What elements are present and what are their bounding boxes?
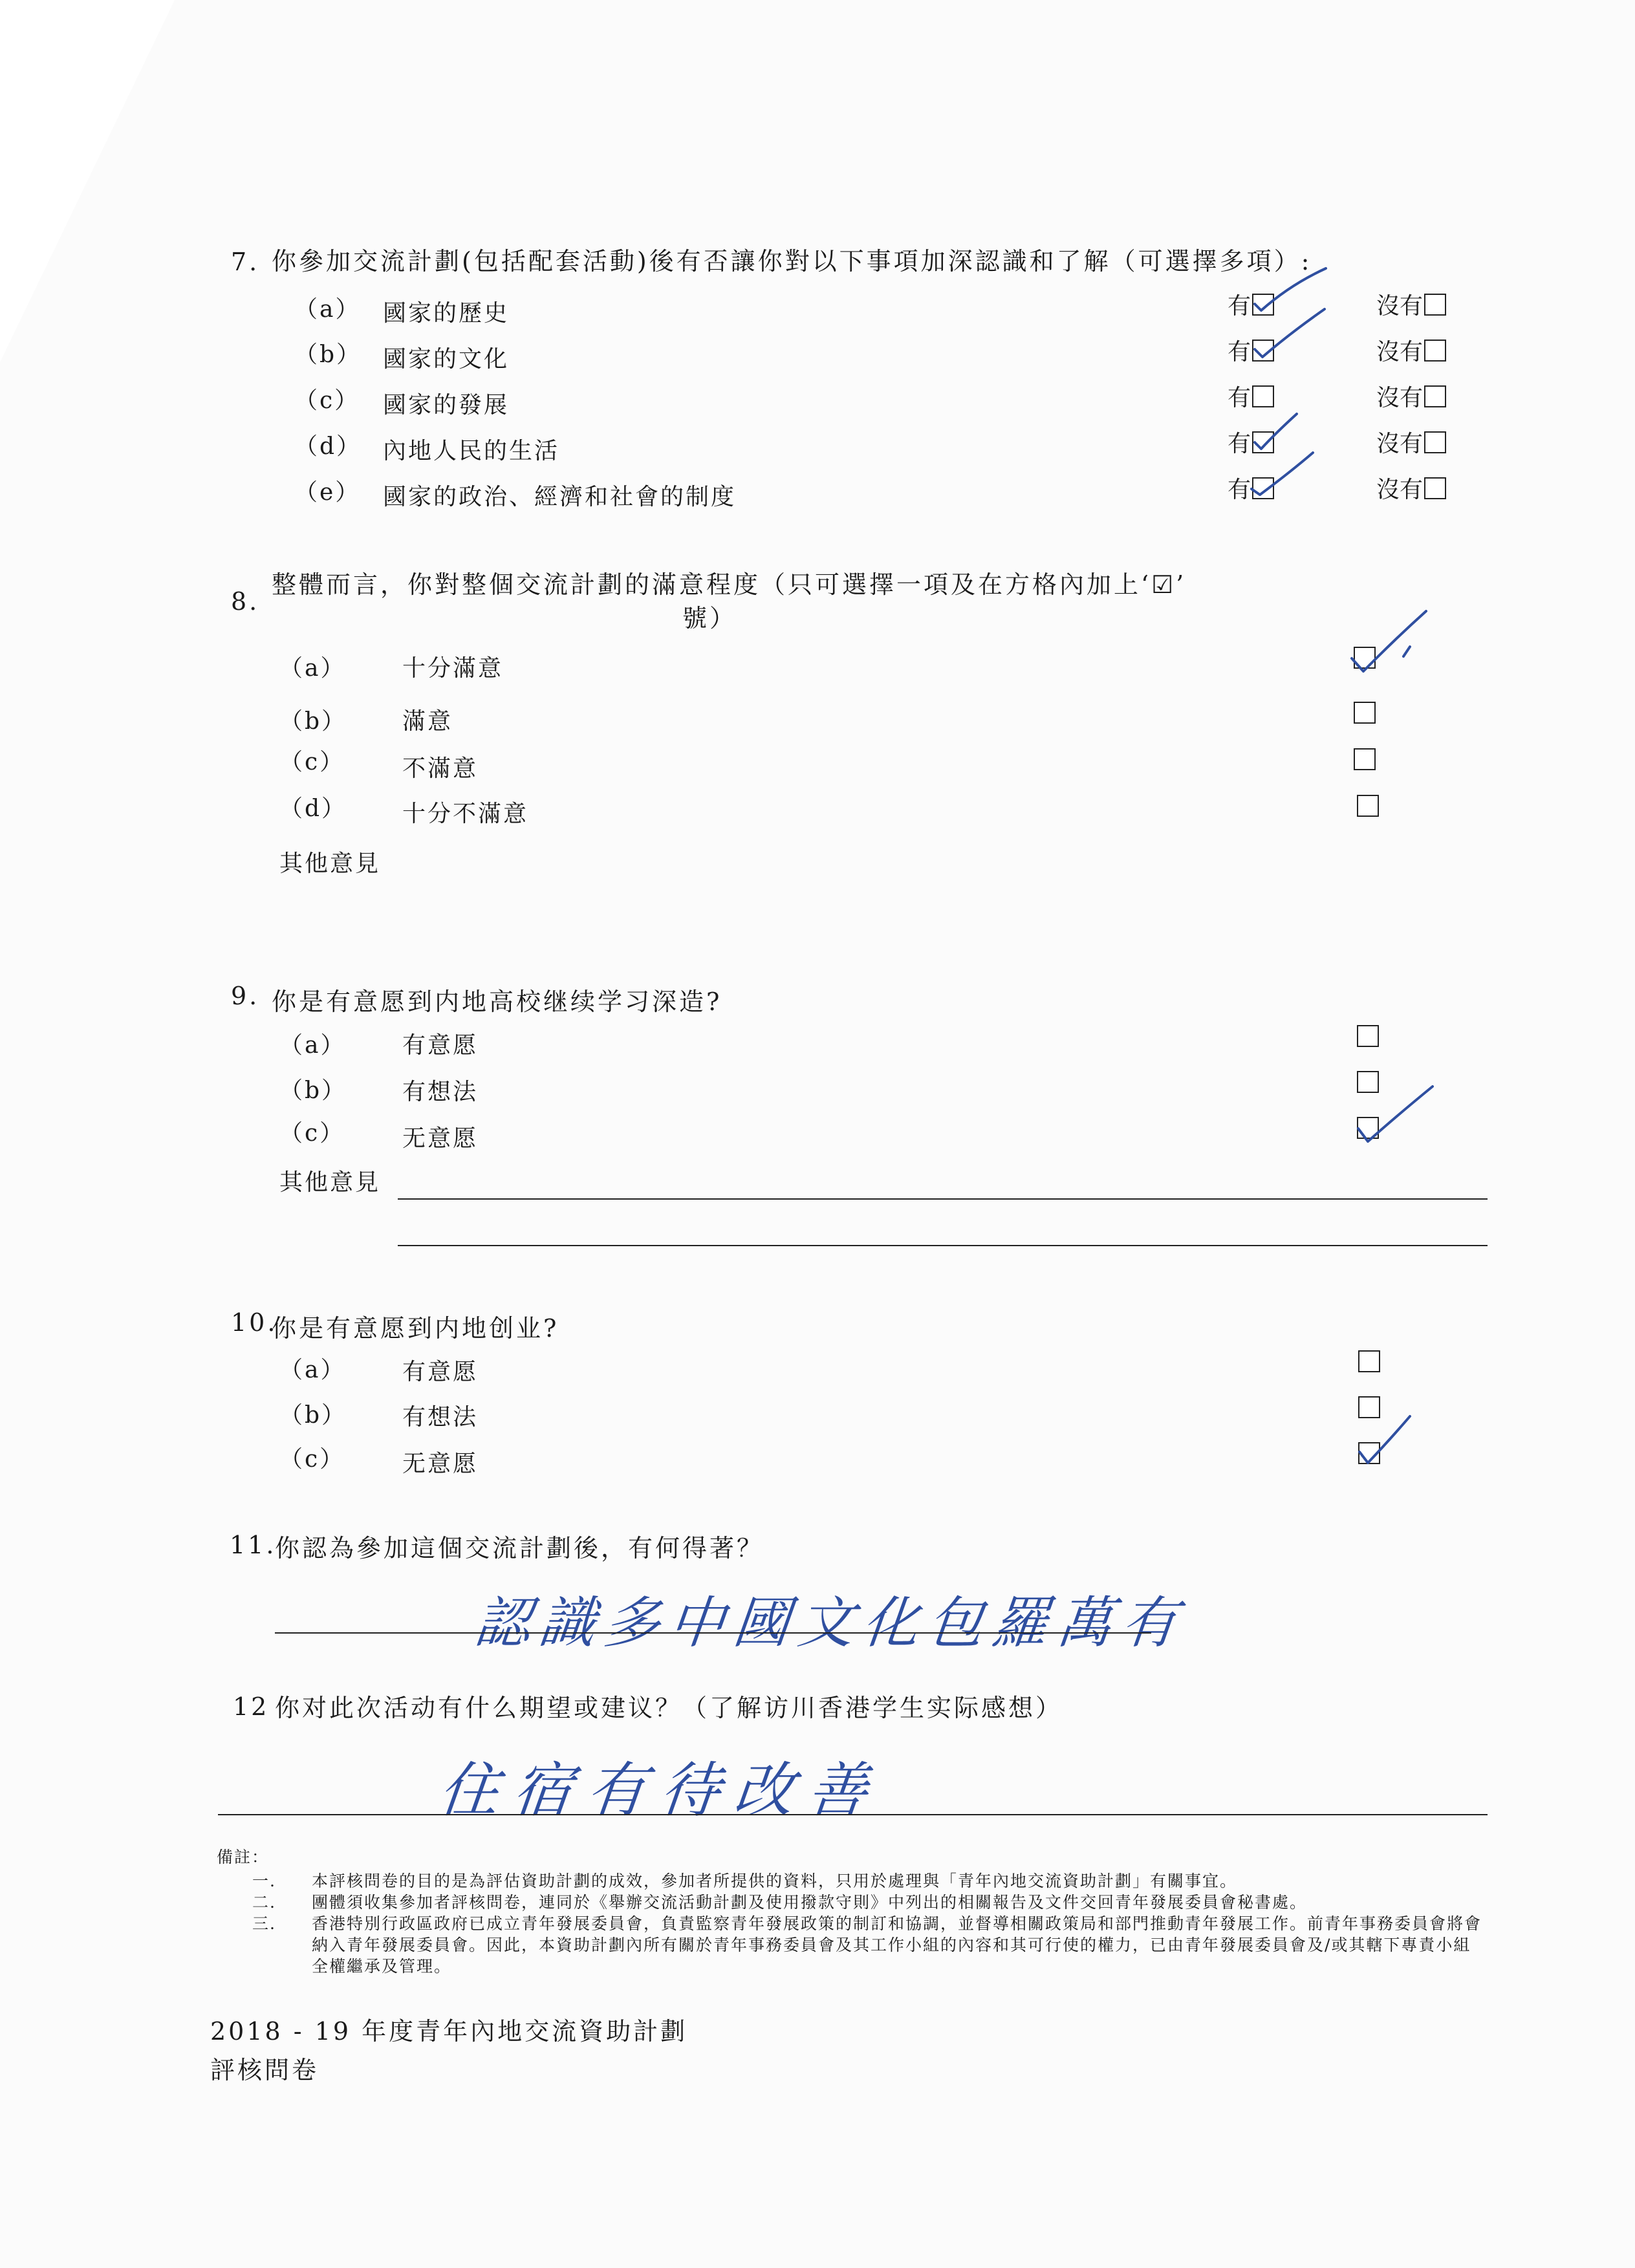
q7-item-a-letter: （a） — [294, 296, 361, 323]
q7-d-tick — [1255, 414, 1297, 449]
yes-label: 有 — [1228, 339, 1251, 365]
q9-item-c-letter: （c） — [279, 1120, 345, 1147]
q10-item-c-label: 无意愿 — [402, 1451, 479, 1477]
remark-number: 二. — [252, 1893, 276, 1912]
remark-text: 本評核問卷的目的是為評估資助計劃的成效，參加者所提供的資料，只用於處理與「青年內地交流資助計劃」有關事宜。 — [312, 1872, 1238, 1890]
q9-item-c-label: 无意愿 — [402, 1125, 479, 1152]
q10-item-b-label: 有想法 — [402, 1404, 479, 1431]
q12-question: 你对此次活动有什么期望或建议？（了解访川香港学生实际感想） — [275, 1694, 1063, 1722]
q11-number: 11. — [230, 1531, 277, 1559]
q8-a-tick-extra — [1403, 647, 1410, 656]
q7-item-c-letter: （c） — [294, 387, 360, 414]
remark-number: 三. — [252, 1914, 276, 1933]
q7-item-d-letter: （d） — [294, 433, 362, 460]
remark-text: 香港特別行政區政府已成立青年發展委員會，負責監察青年發展政策的制訂和協調，並督導相關政策局和部門推動青年發展工作。前青年事務委員會將會納入青年發展委員會。因此，本資助計劃內所有關於青年事務委員會及其工作小組的內容和其可行使的權力，已由青年發展委員會及/或其轄下專責小組全權繼承及管理。 — [312, 1914, 1482, 1976]
q7-item-d-label: 內地人民的生活 — [383, 438, 560, 464]
footer-form-title: 評核問卷 — [210, 2056, 319, 2084]
q12-number: 12 — [233, 1692, 270, 1721]
q9-item-b-letter: （b） — [279, 1077, 347, 1104]
q9-other-label: 其他意見 — [279, 1169, 381, 1196]
q10-item-c-letter: （c） — [279, 1446, 345, 1473]
q10-item-a-letter: （a） — [279, 1357, 346, 1383]
q8-item-b-label: 滿意 — [402, 708, 453, 735]
q8-question-line1: 整體而言，你對整個交流計劃的滿意程度（只可選擇一項及在方格內加上‘☑’ — [272, 570, 1187, 599]
q7-item-e-label: 國家的政治、經濟和社會的制度 — [383, 484, 737, 510]
yes-label: 有 — [1228, 477, 1251, 503]
q8-number: 8. — [231, 587, 260, 616]
no-label: 沒有 — [1376, 293, 1424, 319]
q10-question: 你是有意愿到内地创业? — [272, 1314, 559, 1343]
q8-item-a-label: 十分滿意 — [402, 655, 504, 682]
footer-program-year: 2018 - 19 年度青年內地交流資助計劃 — [210, 2017, 688, 2046]
q7-item-a-label: 國家的歷史 — [383, 300, 510, 327]
q8-item-b-letter: （b） — [279, 708, 347, 735]
yes-label: 有 — [1228, 293, 1251, 319]
q7-number: 7. — [231, 248, 260, 276]
q10-item-a-label: 有意愿 — [402, 1359, 479, 1385]
q7-e-tick — [1251, 453, 1313, 495]
q9-c-tick — [1358, 1086, 1433, 1141]
q8-item-c-label: 不滿意 — [402, 755, 479, 782]
q9-item-b-label: 有想法 — [402, 1079, 479, 1105]
q7-item-b-letter: （b） — [294, 341, 362, 368]
q7-item-e-letter: （e） — [294, 479, 361, 506]
q8-a-tick — [1352, 611, 1426, 671]
q8-question-line2: 號） — [682, 604, 737, 632]
q10-c-tick — [1359, 1416, 1410, 1463]
q10-item-b-letter: （b） — [279, 1402, 347, 1429]
q8-item-d-label: 十分不滿意 — [402, 801, 529, 827]
q7-question: 你參加交流計劃(包括配套活動)後有否讓你對以下事項加深認識和了解（可選擇多項）: — [272, 247, 1312, 275]
q8-other-label: 其他意見 — [279, 850, 381, 877]
no-label: 沒有 — [1376, 339, 1424, 365]
q9-number: 9. — [231, 982, 260, 1010]
q9-item-a-letter: （a） — [279, 1032, 346, 1059]
q11-handwritten-answer[interactable]: 認識多中國文化包羅萬有 — [471, 1591, 1190, 1656]
yes-label: 有 — [1228, 431, 1251, 457]
no-label: 沒有 — [1376, 477, 1424, 503]
q7-b-tick — [1255, 309, 1325, 357]
q8-item-c-letter: （c） — [279, 749, 345, 775]
q12-handwritten-answer[interactable]: 住宿有待改善 — [435, 1756, 885, 1825]
q8-item-a-letter: （a） — [279, 655, 346, 682]
q7-item-c-label: 國家的發展 — [383, 392, 510, 418]
q9-item-a-label: 有意愿 — [402, 1032, 479, 1059]
no-label: 沒有 — [1376, 431, 1424, 457]
remark-number: 一. — [252, 1872, 276, 1890]
remarks-title: 備註： — [217, 1848, 270, 1866]
q9-question: 你是有意愿到内地高校继续学习深造? — [272, 988, 722, 1016]
remark-text: 團體須收集參加者評核問卷，連同於《舉辦交流活動計劃及使用撥款守則》中列出的相關報告及文件交回青年發展委員會秘書處。 — [312, 1893, 1308, 1912]
q8-item-d-letter: （d） — [279, 795, 347, 822]
q10-number: 10. — [231, 1308, 278, 1337]
no-label: 沒有 — [1376, 385, 1424, 411]
q11-question: 你認為參加這個交流計劃後，有何得著？ — [275, 1534, 764, 1562]
yes-label: 有 — [1228, 385, 1251, 411]
q7-a-tick — [1255, 268, 1326, 310]
q7-item-b-label: 國家的文化 — [383, 346, 510, 373]
